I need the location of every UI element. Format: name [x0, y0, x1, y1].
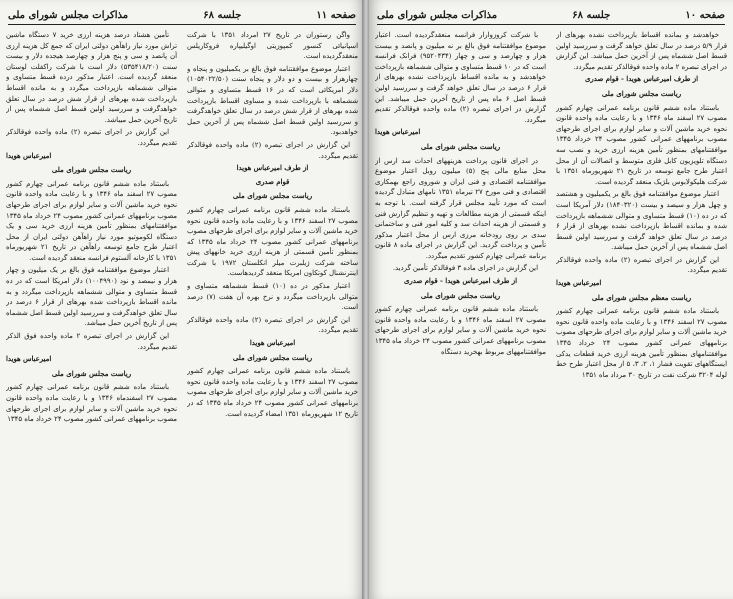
signature: قوام صدری [255, 177, 290, 186]
page-number: صفحه ۱۰ [685, 10, 725, 21]
column-left [375, 30, 546, 595]
signature: امیرعباس هویدا [556, 279, 602, 288]
section-heading: ریاست معظم مجلس شورای ملی [591, 292, 692, 302]
paragraph: باستناد ماده ششم قانون برنامه عمرانی چهارم کشور مصوب ۲۷ اسفندماه ۱۳۴۶ و با رعایت ماده واحده قانون نحوه خرید ماشین آلات و سایر لوازم برای اجرای طرحهای مصوب برنامههای عمرانی کشور مصوب ۲۴ خرداد ماه ۱۳۴۵ [6, 383, 177, 424]
paragraph: این گزارش در اجرای تبصره (۲) ماده واحده فوقالذکر تقدیم میگردد. [6, 128, 177, 147]
paragraph: این گزارش در اجرای تبصره ۲ ماده واحده فوق الذکر تقدیم میگردد. [6, 332, 177, 351]
paragraph: با شرکت کروزوارار فرانسه منعقدگردیده است. اعتبار موضوع موافقتنامه فوق بالغ بر نه میلیون و پانصد و بیست هزار و چهارصد و سی و چهار (۹۵۲۰۴۳۴) فرانک فرانسه است که در ۱۰ قسط متساوی و متوالی ششماهه بازپرداخت خواهدشد و به مانده اقساط بازپرداخت نشده بهرهای از قرار ۶ درصد در سال تعلق خواهد گرفت و سررسید اولین قسط اصل ۶ ماه پس از تاریخ آخرین حمل میباشد. این گزارش در اجرای تبصره (۲) ماده واحده فوقالذکر تقدیم میگردد. [375, 31, 546, 124]
paragraph: خواهدشد و بمانده اقساط بازپرداخت نشده بهرهای از قرار ۵/۹ درصد در سال تعلق خواهد گرفت و سررسید اولین قسط اصل ششماه پس از آخرین حمل میباشد. این گزارش در اجرای تبصره ۲ ماده واحده فوقالذکر تقدیم میگردد. [556, 31, 727, 71]
signature: از طرف امیرعباس هویدا - قوام صدری [404, 277, 517, 286]
section-heading: ریاست مجلس شورای ملی [420, 141, 501, 151]
column-right [556, 30, 727, 595]
section-heading: ریاست مجلس شورای ملی [51, 368, 132, 378]
paragraph: باستناد ماده ششم قانون برنامه عمرانی چهارم کشور مصوب ۲۷ اسفند ۱۳۴۶ و با رعایت ماده واحده قانون نحوه خرید ماشین آلات و سایر لوازم برای اجرای طرحهای مصوب برنامههای عمرانی کشور مصوب ۲۴ خرداد ماه ۱۳۴۵ که بمنظور تأمین قسمتی از هزینه ارزی خرید خانههای پیش ساخته شرکت ژیلبرت میلر انکلستان ۱۹۷۲ با شرکت اینترنشنال کوتکاون امریکا منعقد گردیدهاست. [187, 205, 358, 278]
signature: امیرعباس هویدا [6, 151, 52, 160]
page-header [8, 9, 356, 25]
paragraph: باستناد ماده ششم قانون برنامه عمرانی چهارم کشور مصوب ۲۷ اسفند ۱۳۴۶ و با رعایت ماده واحده قانون نحوه خرید ماشین آلات و سایر لوازم برای اجرای طرحهای مصوب برنامههای عمرانی کشور مصوب ۲۴ خرداد ۱۳۴۵ موافقتنامهای بمنظور تأمین هزینه ارزی خرید قطعات یدکی ایستگاههای تقویت فشار ۱، ۲، ۳، ۵ از محل اعتبار طرح خط لوله ۳۲۰۴ شرکت نفت در تاریخ ۳۰ مرداد ماه ۱۳۵۱ [556, 307, 727, 379]
column-left [6, 30, 177, 595]
paragraph: باستناد ماده ششم قانون برنامه عمرانی چهارم کشور مصوب ۲۷ اسفند ماه ۱۳۴۶ و با رعایت ماده واحده قانون نحوه خرید ماشین آلات و سایر لوازم برای اجرای طرحهای مصوب برنامههای عمرانی کشور مصوب ۲۴ خرداد ماه ۱۳۴۵ موافقتنامههای مربوط بهخرید دستگاه [375, 305, 546, 356]
text-columns [6, 30, 358, 595]
paragraph: اعتبار موضوع موافقتنامه فوق بالغ بر یکمیلیون و پنجاه و چهارهزار و بیست و دو دلار و پنجاه سنت (۱۰۵۴۰۲۲/۵۰) دلار امریکائی است که در ۱۶ قسط متساوی و متوالی ششماهه با بازپرداخت شده و مساوی اقساط بازپرداخت شده بهرهای از قرار شش درصد در سال تعلق خواهدگرفت و سررسید اولین قسط اصل ششماه پس از آخرین حمل خواهدبود. [187, 64, 358, 137]
paragraph: اعتبار موضوع موافقتنامه فوق بالغ بر یکمیلیون و هشتصد و چهل هزار و سیصد و بیست (۱۸۴۰۳۲۰) دلار آمریکا است که در ده (۱۰) قسط متساوی و متوالی ششماهه بازپرداخت شده و بمانده اقساط بازپرداخت نشده بهرهای از قرار ۶ درصد در سال تعلق خواهد گرفت و سررسید اولین قسط اصل ششماه پس از آخرین حمل میباشد. [556, 190, 727, 252]
section-heading: ریاست مجلس شورای ملی [420, 290, 501, 300]
signature: امیرعباس هویدا [6, 355, 52, 364]
paragraph: اعتبار مذکور در ده (۱۰) قسط ششماهه متساوی و متوالی بازپرداخت میگردد و نرخ بهره آن هفت (۷) درصد است. [187, 282, 358, 312]
section-heading: ریاست مجلس شورای ملی [51, 165, 132, 175]
paragraph: این گزارش در اجرای تبصره (۲) ماده واحده فوقالذکر تقدیم میگردد. [187, 140, 358, 160]
publication-title: مذاکرات مجلس شورای ملی [377, 10, 498, 21]
paragraph: واگن رستوران در تاریخ ۲۷ امرداد ۱۳۵۱ با شرکت اسپانیائی کنسور کمپوزیتی اوگیلیپاره فروکاریلس منعقدگردیده است. [187, 31, 358, 61]
paragraph: باستناد ماده ششم قانون برنامه عمرانی چهارم کشور مصوب ۲۷ اسفند ماه ۱۳۴۶ و با رعایت ماده واحده قانون نحوه خرید ماشین آلات و سایر لوازم برای اجرای طرحهای مصوب برنامههای عمرانی کشور مصوب ۲۴ خرداد ماه ۱۳۴۵ موافقتنامهای بمنظور تأمین هزینه ارزی خرید سی و یک دستگاه لکوموتیو مورد نیاز راهآهن دولتی ایران از محل اعتبار طرح جامع توسعه راهآهن در تاریخ ۲۱ شهریورماه ۱۳۵۱ با کارخانه آلستوم فرانسه منعقد گردیده است. [6, 179, 177, 262]
paragraph: اعتبار موضوع موافقتنامه فوق بالغ بر یک میلیون و چهار هزار و نیمصد و نود (۱۰۰۴۹۹۰) دلار امریکا است که در ده قسط متساوی و متوالی ششماهه بازپرداخت میگردد و به مانده اقساط بازپرداخت شده بهرهای از قرار ۶ درصد در سال تعلق خواهدگرفت و سررسید اولین قسط اصل ششماه پس از تاریخ آخرین حمل میباشد. [6, 266, 177, 328]
text-columns [375, 30, 727, 595]
paragraph: این گزارش در اجرای ماده ۳ فوقالذکر تأمین گردید. [392, 264, 538, 273]
paragraph: باستناد ماده ششم قانون برنامه عمرانی چهارم کشور مصوب ۲۷ اسفند ماه ۱۳۴۶ و با رعایت ماده واحده قانون نحوه خرید ماشین آلات و سایر لوازم برای اجرای طرحهای مصوب برنامههای عمرانی کشور مصوب ۲۴ خرداد ۱۳۴۵ موافقتنامهای بمنظور تأمین هزینه ارزی خرید و نصب سه دستگاه تلویزیون کابل فلزی متوسط و اتصالات آن از محل اعتبار طرح جامع توسعه در تاریخ ۲۱ شهریورماه ۱۳۵۱ با شرکت هلیکولابوس بلژیک منعقد گردیده است. [556, 103, 727, 186]
paragraph: تأمین هشتاد درصد هزینه ارزی خرید ۷ دستگاه ماشین تراش مورد نیاز راهآهن دولتی ایران که جمع کل هزینه ارزی آن پانصد و سی و پنج هزار و چهارصد هیجده دلار و بیست سنت (۵۳۵۴۱۸/۲۰) دلار است با شرکت راکفلت لوستان منعقد گردیده است. اعتبار مذکور درده قسط متساوی و متوالی ششماهه بازپرداخت میگردد و به مانده اقساط بازپرداخت شده بهرهای از قرار شش درصد در سال تعلق خواهدگرفت و سررسید اولین قسط اصل ششماه پس از تاریخ آخرین حمل میباشد. [6, 31, 177, 124]
paragraph: این گزارش در اجرای تبصره (۲) ماده واحده فوقالذکر تقدیم میگردد. [187, 315, 358, 335]
session-number: جلسه ۶۸ [203, 10, 242, 21]
signature: از طرف امیرعباس هویدا - قوام صدری [585, 75, 698, 84]
signature: امیرعباس هویدا [249, 339, 296, 348]
section-heading: ریاست مجلس شورای ملی [232, 352, 313, 362]
paragraph: باستناد ماده ششم قانون برنامه عمرانی چهارم کشور مصوب ۲۷ اسفند ۱۳۴۶ و با رعایت ماده واحده قانون نحوه خرید ماشین آلات و سایر لوازم برای اجرای طرحهای مصوب برنامههای عمرانی کشور مصوب ۲۴ خرداد ماه ۱۳۴۵ که در تاریخ ۱۲ شهریورماه ۱۳۵۱ امضاء گردیده است. [187, 367, 358, 418]
paragraph: در اجرای قانون پرداخت هزینههای احداث سد ارس از محل منابع مالی پنج (۵) میلیون روبل اعتبار موضوع موافقتنامه اقتصادی و فنی ایران و شوروی راجع بهمکاری اقتصادی و فنی مورخ ۲۷ تیرماه ۱۳۵۱ نامهای متبادل گردیده است که مورد تأیید مجلس قرار گرفته است. با توجه به اینکه قسمتی از هزینه مطالعات و تهیه و تنظیم گزارش فنی و قسمتی از هزینه احداث سد و کلیه امور فنی و ساختمانی سدی بر روی رودخانه مرزی ارس از محل اعتبار مذکور تأمین و پرداخت گردید. این گزارش در اجرای ماده ۸ قانون برنامه عمرانی چهارم کشور تقدیم میگردد. [375, 156, 546, 260]
column-right [187, 30, 358, 595]
page-left [0, 0, 364, 599]
signature: امیرعباس هویدا [375, 128, 421, 137]
page-header [377, 9, 725, 25]
signature: از طرف امیرعباس هویدا [236, 164, 309, 173]
page-number: صفحه ۱۱ [316, 10, 356, 21]
section-heading: ریاست مجلس شورای ملی [232, 191, 313, 201]
publication-title: مذاکرات مجلس شورای ملی [8, 10, 129, 21]
session-number: جلسه ۶۸ [572, 10, 611, 21]
paragraph: این گزارش در اجرای تبصره (۲) ماده واحده فوقالذکر تقدیم میگردد. [556, 255, 727, 275]
section-heading: ریاست مجلس شورای ملی [601, 88, 682, 98]
page-right [369, 0, 733, 599]
